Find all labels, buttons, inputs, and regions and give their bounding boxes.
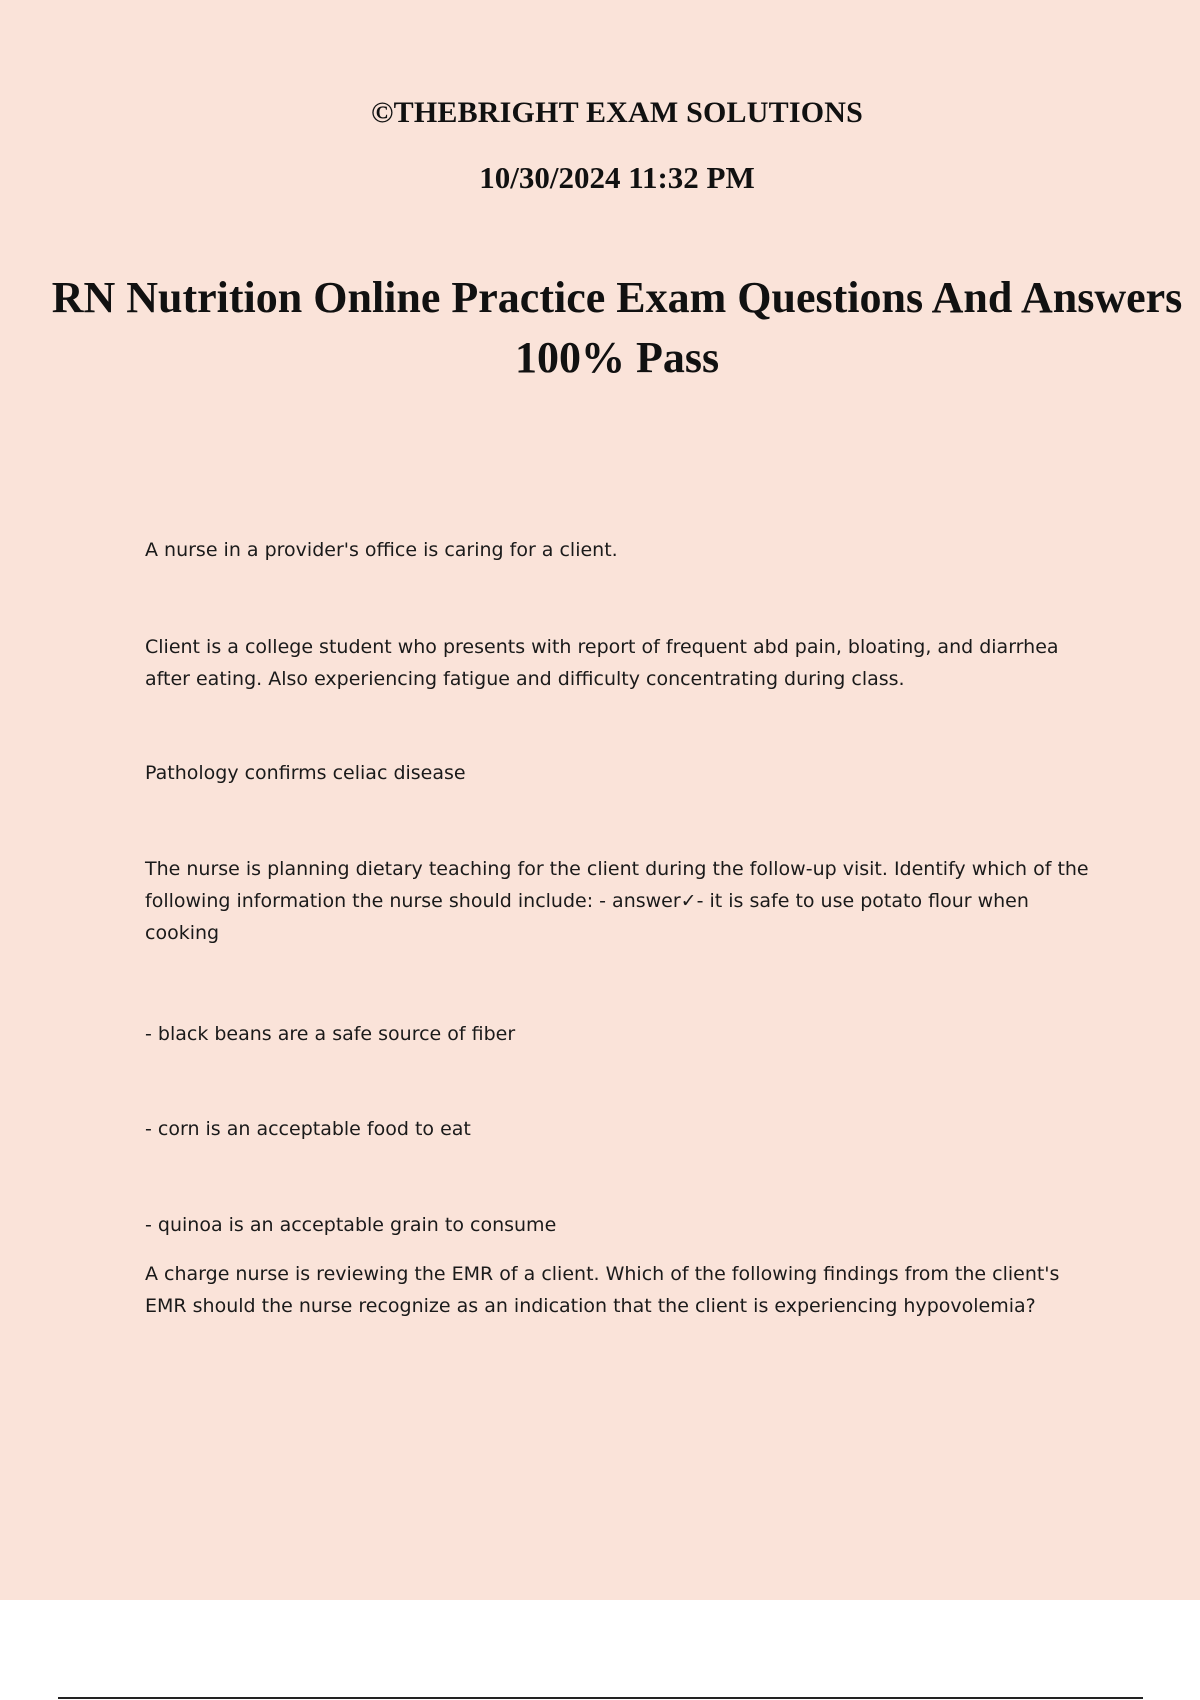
paragraph-next-question: A charge nurse is reviewing the EMR of a client. Which of the following findings from the client's EMR should the nurse recognize as an indication that the client is experiencing hypovolemia? [145, 1263, 1060, 1317]
footer-divider [58, 1697, 1143, 1699]
paragraph-pathology: Pathology confirms celiac disease [145, 762, 466, 784]
answer-item-black-beans: - black beans are a safe source of fiber [145, 1023, 516, 1045]
paragraph-question-answer: The nurse is planning dietary teaching for the client during the follow-up visit. Identify which of the following information the nurse should include: - answer✓- it is safe to use potato flour when cooking [145, 858, 1089, 944]
brand-header: ©THEBRIGHT EXAM SOLUTIONS [371, 96, 863, 129]
paragraph-client-presentation: Client is a college student who presents with report of frequent abd pain, bloating, and diarrhea after eating. Also experiencing fatigue and difficulty concentrating during class. [145, 636, 1059, 690]
answer-item-quinoa: - quinoa is an acceptable grain to consume [145, 1214, 557, 1236]
paragraph-scenario-intro: A nurse in a provider's office is caring for a client. [145, 539, 618, 561]
date-time: 10/30/2024 11:32 PM [479, 160, 755, 195]
document-title: RN Nutrition Online Practice Exam Questions And Answers 100% Pass [51, 273, 1183, 382]
answer-item-corn: - corn is an acceptable food to eat [145, 1118, 471, 1140]
